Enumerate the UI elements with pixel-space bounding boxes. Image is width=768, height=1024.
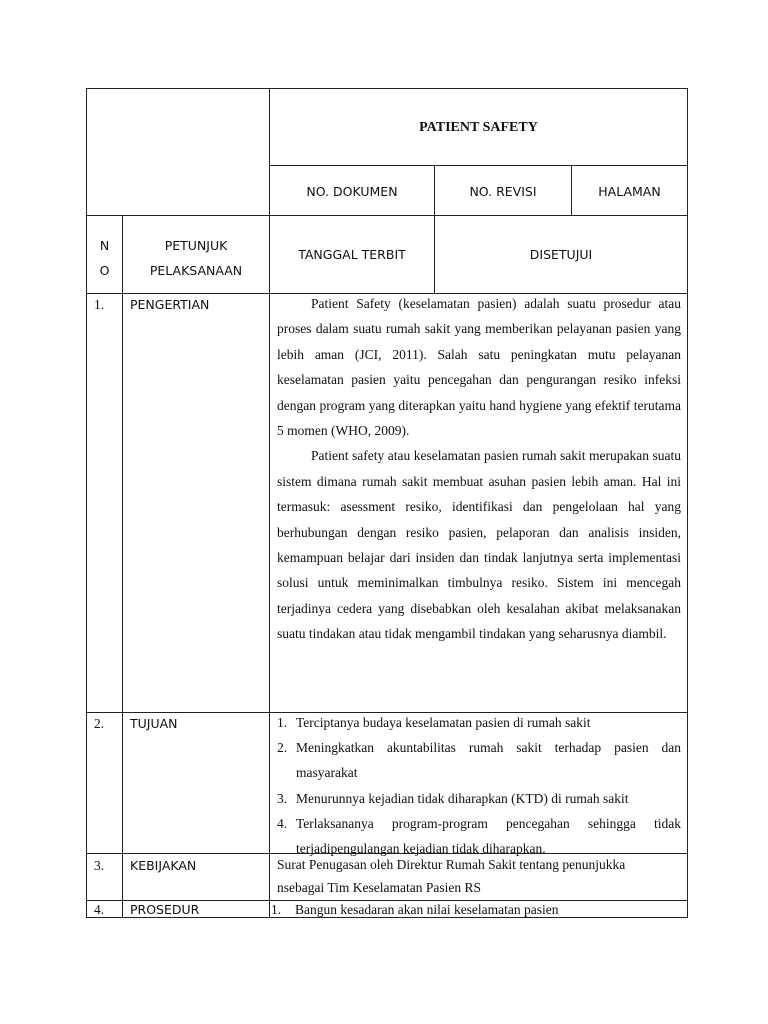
list-item-text: Meningkatkan akuntabilitas rumah sakit terhadap pasien dan masyarakat (296, 740, 681, 781)
petunjuk-header-line2: PELAKSANAAN (149, 263, 243, 278)
list-item-number: 2. (277, 740, 288, 756)
prosedur-item-number: 1. (271, 902, 282, 917)
disetujui-label: DISETUJUI (529, 247, 593, 262)
list-item-text: Menurunnya kejadian tidak diharapkan (KTD) di rumah sakit (296, 790, 629, 806)
row-2-label: TUJUAN (130, 716, 178, 731)
halaman-label: HALAMAN (598, 184, 661, 199)
row-4-label: PROSEDUR (130, 902, 200, 917)
row-3-label: KEBIJAKAN (130, 858, 197, 873)
list-item (277, 786, 681, 811)
no-dokumen-label: NO. DOKUMEN (306, 184, 398, 199)
no-header-line1: N (99, 238, 110, 253)
table-border-top (86, 88, 688, 89)
petunjuk-column-header (123, 233, 269, 283)
tujuan-list (277, 710, 681, 861)
prosedur-item-text: Bangun kesadaran akan nilai keselamatan pasien (295, 902, 559, 917)
row-1-content (277, 291, 681, 647)
list-item-number: 4. (277, 815, 288, 831)
list-item (277, 735, 681, 785)
row-1-label: PENGERTIAN (130, 297, 210, 312)
no-revisi-label: NO. REVISI (469, 184, 537, 199)
table-line-header-mid (86, 215, 688, 216)
pengertian-paragraph-1: Patient Safety (keselamatan pasien) adalah suatu prosedur atau proses dalam suatu rumah sakit yang memberikan pelayanan pasien yang lebih aman (JCI, 2011). Salah satu peningkatan mutu pelayanan keselamatan pasien yaitu pencegahan dan pengurangan resiko infeksi dengan program yang diterapkan yaitu hand hygiene yang efektif terutama 5 momen (WHO, 2009). (277, 296, 681, 439)
table-border-left (86, 88, 87, 918)
petunjuk-header-line1: PETUNJUK (164, 238, 228, 253)
no-column-header (87, 233, 122, 283)
row-4-number: 4. (94, 902, 105, 917)
row-2-number: 2. (94, 716, 105, 731)
kebijakan-line-1: Surat Penugasan oleh Direktur Rumah Sakit tentang penunjukka (277, 857, 626, 872)
list-item-text: Terlaksananya program-program pencegahan sehingga tidak terjadipengulangan kejadian tidak diharapkan. (296, 815, 681, 857)
list-item-number: 3. (277, 790, 288, 806)
row-3-number: 3. (94, 858, 105, 873)
table-border-right (687, 88, 688, 918)
page-title: PATIENT SAFETY (419, 120, 538, 135)
list-item-text: Terciptanya budaya keselamatan pasien di rumah sakit (296, 715, 591, 730)
table-line-no-col (122, 215, 123, 918)
table-line-label-col (269, 88, 270, 918)
table-line-title-bottom (269, 165, 688, 166)
tanggal-terbit-label: TANGGAL TERBIT (298, 247, 406, 262)
kebijakan-line-2: nsebagai Tim Keselamatan Pasien RS (277, 880, 481, 895)
no-header-line2: O (99, 263, 110, 278)
kebijakan-text (277, 853, 681, 899)
list-item-number: 1. (277, 715, 288, 730)
pengertian-paragraph-2: Patient safety atau keselamatan pasien rumah sakit merupakan suatu sistem dimana rumah sakit membuat asuhan pasien lebih aman. Hal ini termasuk: asessment resiko, identifikasi dan pengelolaan hal yang berhubungan dengan resiko pasien, pelaporan dan analisis insiden, kemampuan belajar dari insiden dan tindak lanjutnya serta implementasi solusi untuk meminimalkan timbulnya resiko. Sistem ini mencegah terjadinya cedera yang disebabkan oleh kesalahan akibat melaksanakan suatu tindakan atau tidak mengambil tindakan yang seharusnya diambil. (277, 448, 681, 642)
list-item (277, 710, 681, 735)
row-1-number: 1. (94, 297, 105, 312)
